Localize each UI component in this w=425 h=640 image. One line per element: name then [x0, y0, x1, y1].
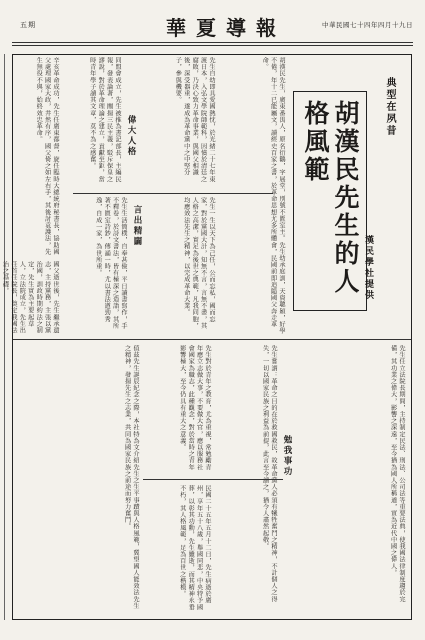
- margin-rule: [4, 54, 11, 620]
- article-title: 胡漢民先生的人格風範: [301, 100, 360, 296]
- subhead-work: 勉我事功: [282, 435, 292, 477]
- header-rule: [12, 42, 413, 43]
- header-rule-thin: [12, 45, 413, 46]
- page-header: [6, 6, 419, 46]
- subhead-great: 偉大人格: [126, 115, 136, 157]
- text-column-11: 民國二十五年五月十二日，先生病逝於廣州，享年五十八歲，舉國同悲，中央特予國葬，以彰其功勳，先生雖逝，而其精神永垂不朽，其人格風範，足為百世之楷模。: [178, 485, 211, 611]
- text-column-5: 先生一生以天下為己任，公而忘私，國而忘家，對於黨國大計，知無不言，言無不盡，其人格之高潔，實足為後世之典範，凡我同胞，均應效法先生之精神，以完成革命大業。: [182, 197, 215, 329]
- text-column-8: 先生任立法院長期間，主持制定民法、刑法、公司法等重要法典，使我國法律制度趨於完備，其功業之偉大，影響之深遠，至今猶為國人所稱道，實為近代中國之偉人。: [389, 345, 405, 603]
- text-column-1: 胡漢民先生，廣東番禺人，原名衍鸛，字展堂，別號不匱室主。先生幼承庭訓，天資聰穎，好學不倦，年十二已能屬文，讀經史百家之書，於革命思想尤多所體會，民國前即追隨國父奔走革命。: [261, 57, 285, 335]
- byline: 漢民學社提供: [363, 235, 373, 301]
- text-column-4: 辛亥革命成功，先生任廣東都督，旋任臨時大總統府秘書長，協助國父處理國家大政，井然有序，國父倚之如左右手，其後討袁護法，先生無役不與，始終效忠革命。: [35, 57, 59, 255]
- issue-number: 五期: [20, 21, 36, 29]
- issue-date: 中華民國七十四年四月十九日: [322, 21, 413, 29]
- article-body: [1, 54, 412, 620]
- text-column-9: 先生嘗謂：革命之目的在於救國救民，故革命黨人必須有犧牲奮鬥之精神，不計個人之得失，一切以國家民族之利益為前提，此言至今讀之，猶令人肅然起敬。: [261, 345, 277, 603]
- text-column-3: 同盟會成立，先生被推為書記部長，主編民報，發表論著，闡揚三民主義，駁斥保皇之謬說，對於革命理論之建立，貢獻至鉅，當時青年學子讀其文章，莫不為之感奮。: [88, 57, 121, 183]
- text-column-2: 先生自幼即具愛國熱忱，於光緒二十七年東渡日本，入弘文學院師範科，因憤於清廷之腐敗，乃決心致力革命事業，與國父相識後，深受器重，遂成為革命黨中之中堅分子，參與機要。: [174, 57, 215, 183]
- title-box: [293, 91, 367, 311]
- subhead-deed: 言出精闢: [132, 205, 142, 247]
- upper-divider: [73, 193, 273, 194]
- masthead: 華夏導報: [166, 16, 286, 40]
- text-column-10: 先生對於青年之教育，尤為重視，常勉勵青年應立志做大事，不要做大官，應以服務社會國家為職志，此種觀念，對於當時之青年影響極大，至今仍具有重大之意義。: [178, 345, 211, 471]
- lower-divider: [143, 479, 283, 480]
- section-label: 典型在夙昔: [384, 77, 395, 137]
- mid-divider: [13, 339, 411, 340]
- text-column-7: 國父逝世後，先生繼承遺志，主持黨務，主張以黨治國，訓政時期約法之制定，先生實為主要起草人，立法院成立，先生出任首任院長，奠定我國法治之基礎。: [1, 261, 59, 334]
- text-column-12: 值茲先生誕辰紀念之際，本社特為文介紹先生之生平事蹟與人格風範，冀望國人能效法先生之精神，發揚先生之志業，共同為國家民族之前途而努力奮鬥。: [123, 345, 139, 609]
- text-column-6: 先生生活簡樸，自奉甚儉，平日讀書寫作，手不釋卷，於詩文書法，皆有極深之造詣，其所著不匱室詩鈔，傳誦一時，尤以書法遒勁秀逸，自成一家，為世所重。: [94, 197, 127, 329]
